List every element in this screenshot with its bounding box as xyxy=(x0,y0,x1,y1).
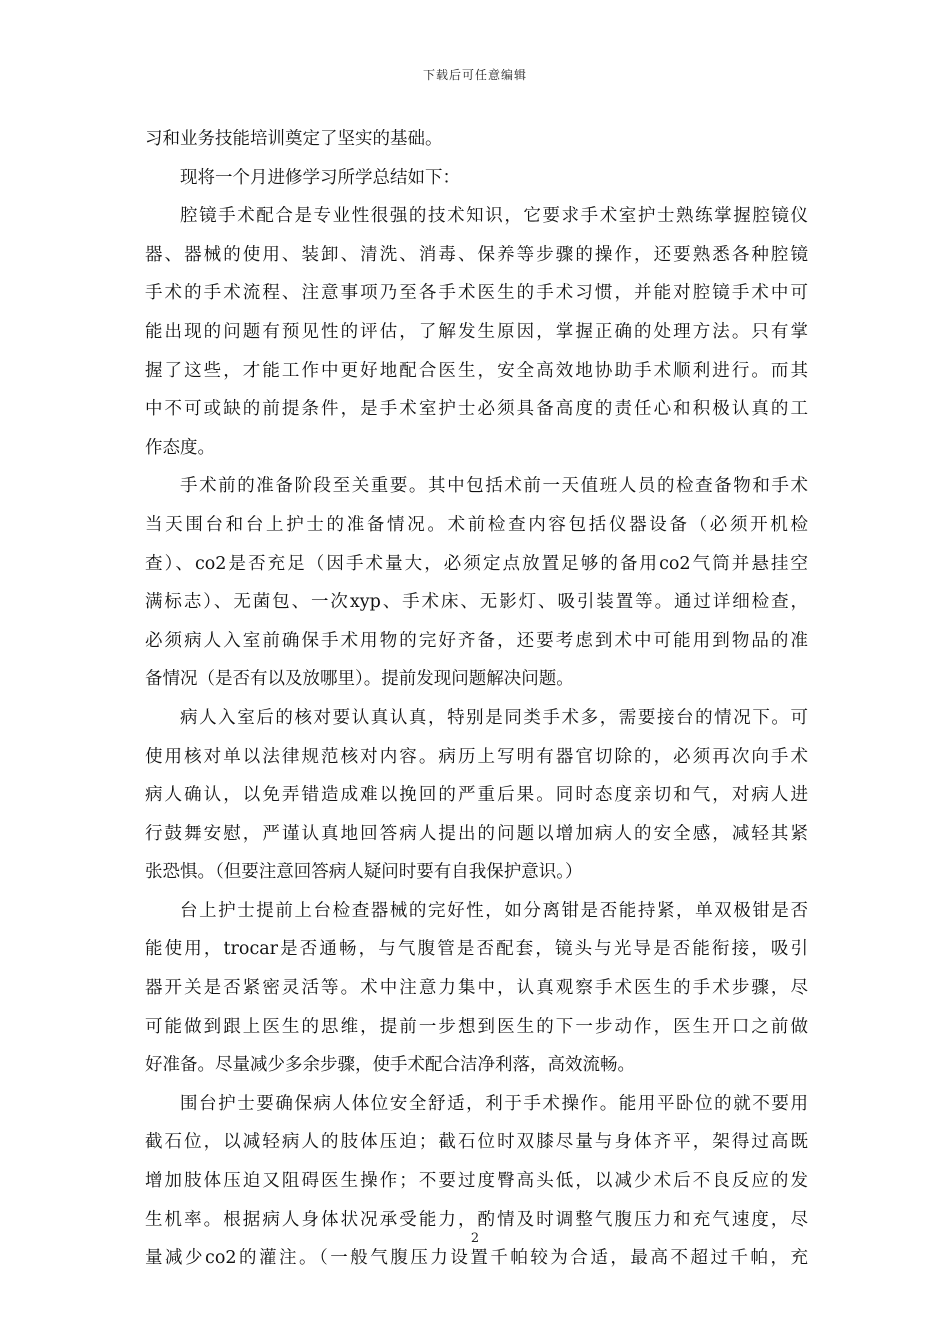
text-line: 台上护士提前上台检查器械的完好性，如分离钳是否能持紧，单双极钳是否 xyxy=(180,900,808,921)
text-line: 好准备。尽量减少多余步骤，使手术配合洁净利落，高效流畅。 xyxy=(145,1055,635,1076)
text-line: 量减少co2的灌注。（一般气腹压力设置千帕较为合适，最高不超过千帕，充 xyxy=(145,1248,808,1269)
text-line: 截石位，以减轻病人的肢体压迫；截石位时双膝尽量与身体齐平，架得过高既 xyxy=(145,1132,808,1153)
text-line: 行鼓舞安慰，严谨认真地回答病人提出的问题以增加病人的安全感，减轻其紧 xyxy=(145,823,808,844)
page-number: 2 xyxy=(470,1231,480,1246)
text-line: 满标志）、无菌包、一次xyp、手术床、无影灯、吸引装置等。通过详细检查， xyxy=(145,592,808,613)
text-line: 现将一个月进修学习所学总结如下： xyxy=(180,167,460,188)
text-line: 能出现的问题有预见性的评估，了解发生原因，掌握正确的处理方法。只有掌 xyxy=(145,321,808,342)
text-line: 使用核对单以法律规范核对内容。病历上写明有器官切除的，必须再次向手术 xyxy=(145,746,808,767)
text-line: 中不可或缺的前提条件，是手术室护士必须具备高度的责任心和积极认真的工 xyxy=(145,399,808,420)
text-line: 当天围台和台上护士的准备情况。术前检查内容包括仪器设备（必须开机检 xyxy=(145,514,808,535)
text-line: 病人确认，以免弄错造成难以挽回的严重后果。同时态度亲切和气，对病人进 xyxy=(145,785,808,806)
text-line: 必须病人入室前确保手术用物的完好齐备，还要考虑到术中可能用到物品的准 xyxy=(145,630,808,651)
text-line: 作态度。 xyxy=(145,437,215,458)
page-header: 下载后可任意编辑 xyxy=(422,68,527,82)
text-line: 张恐惧。（但要注意回答病人疑问时要有自我保护意识。） xyxy=(145,862,583,883)
text-line: 增加肢体压迫又阻碍医生操作；不要过度臀高头低，以减少术后不良反应的发 xyxy=(145,1171,808,1192)
text-line: 腔镜手术配合是专业性很强的技术知识，它要求手术室护士熟练掌握腔镜仪 xyxy=(180,206,808,227)
text-line: 器开关是否紧密灵活等。术中注意力集中，认真观察手术医生的手术步骤，尽 xyxy=(145,978,808,999)
text-line: 手术前的准备阶段至关重要。其中包括术前一天值班人员的检查备物和手术 xyxy=(180,476,808,497)
document-body xyxy=(145,120,808,1278)
text-line: 握了这些，才能工作中更好地配合医生，安全高效地协助手术顺利进行。而其 xyxy=(145,360,808,381)
text-line: 手术的手术流程、注意事项乃至各手术医生的手术习惯，并能对腔镜手术中可 xyxy=(145,283,808,304)
text-line: 围台护士要确保病人体位安全舒适，利于手术操作。能用平卧位的就不要用 xyxy=(180,1093,808,1114)
text-line: 备情况（是否有以及放哪里）。提前发现问题解决问题。 xyxy=(145,669,574,690)
text-line: 生机率。根据病人身体状况承受能力，酌情及时调整气腹压力和充气速度，尽 xyxy=(145,1209,808,1230)
text-line: 器、器械的使用、装卸、清洗、消毒、保养等步骤的操作，还要熟悉各种腔镜 xyxy=(145,244,808,265)
text-line: 病人入室后的核对要认真认真，特别是同类手术多，需要接台的情况下。可 xyxy=(180,707,808,728)
text-line: 查）、co2是否充足（因手术量大，必须定点放置足够的备用co2气筒并悬挂空 xyxy=(145,553,808,574)
text-line: 可能做到跟上医生的思维，提前一步想到医生的下一步动作，医生开口之前做 xyxy=(145,1016,808,1037)
text-line: 能使用，trocar是否通畅，与气腹管是否配套，镜头与光导是否能衔接，吸引 xyxy=(145,939,808,960)
text-line: 习和业务技能培训奠定了坚实的基础。 xyxy=(145,129,443,149)
